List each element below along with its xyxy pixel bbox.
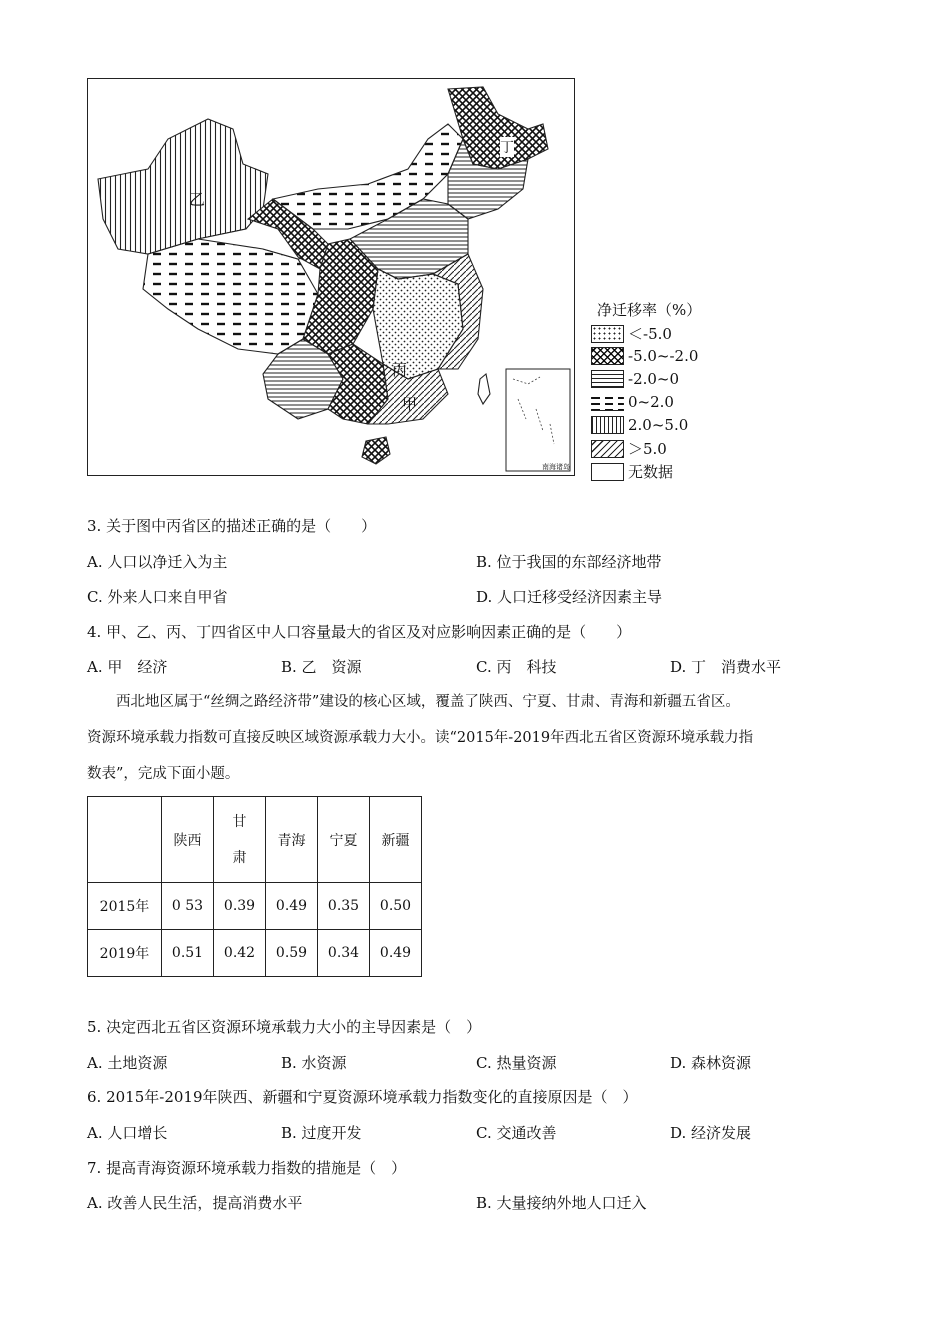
table-row [88, 883, 422, 930]
q6-option-a[interactable]: A. 人口增长 [87, 1124, 168, 1142]
table-cell: 0.39 [214, 883, 266, 930]
legend-item: 无数据 [591, 461, 673, 480]
table-header-gansu: 甘 肃 [214, 797, 266, 883]
legend-swatch-blank [591, 463, 624, 481]
legend-item: -5.0~-2.0 [591, 346, 698, 365]
legend-swatch-vertical [591, 416, 624, 434]
legend-swatch-diagonal [591, 440, 624, 458]
question-5-stem: 5. 决定西北五省区资源环境承载力大小的主导因素是（ ） [87, 1018, 482, 1036]
legend-item: 2.0~5.0 [591, 415, 688, 434]
q4-option-b[interactable]: B. 乙 资源 [281, 658, 362, 676]
legend-item: ＞5.0 [591, 438, 667, 457]
table-header-blank [88, 797, 162, 883]
q5-option-b[interactable]: B. 水资源 [281, 1054, 347, 1072]
label-jia: 甲 [402, 395, 418, 413]
carrying-capacity-table [87, 796, 422, 977]
table-header-row [88, 797, 422, 883]
passage-line-1: 西北地区属于“丝绸之路经济带”建设的核心区域，覆盖了陕西、宁夏、甘肃、青海和新疆五省区。 [116, 694, 740, 710]
table-cell: 0.59 [266, 930, 318, 977]
q4-option-c[interactable]: C. 丙 科技 [476, 658, 557, 676]
q6-option-d[interactable]: D. 经济发展 [670, 1124, 752, 1142]
q3-option-c[interactable]: C. 外来人口来自甲省 [87, 588, 228, 606]
table-cell: 0.49 [370, 930, 422, 977]
q4-option-a[interactable]: A. 甲 经济 [87, 658, 168, 676]
table-header-xinjiang: 新疆 [370, 797, 422, 883]
legend-swatch-horizontal [591, 370, 624, 388]
q6-option-b[interactable]: B. 过度开发 [281, 1124, 362, 1142]
question-3-stem: 3. 关于图中丙省区的描述正确的是（ ） [87, 517, 377, 535]
population-migration-map [87, 78, 575, 476]
legend-swatch-crosshatch [591, 347, 624, 365]
label-ding: 丁 [500, 137, 514, 157]
question-7-stem: 7. 提高青海资源环境承载力指数的措施是（ ） [87, 1159, 407, 1177]
q5-option-a[interactable]: A. 土地资源 [87, 1054, 168, 1072]
legend-swatch-dashes [591, 393, 624, 411]
q5-option-c[interactable]: C. 热量资源 [476, 1054, 557, 1072]
region-taiwan [478, 374, 490, 404]
q3-option-d[interactable]: D. 人口迁移受经济因素主导 [476, 588, 663, 606]
region-hainan [362, 437, 390, 464]
table-row-year: 2019年 [88, 930, 162, 977]
table-cell: 0 53 [162, 883, 214, 930]
legend-swatch-dots [591, 325, 624, 343]
table-header-shaanxi: 陕西 [162, 797, 214, 883]
inset-label: 南海诸岛 [542, 463, 570, 471]
table-cell: 0.50 [370, 883, 422, 930]
passage-line-3: 数表”，完成下面小题。 [87, 766, 240, 782]
passage-line-2: 资源环境承载力指数可直接反映区域资源承载力大小。读“2015年-2019年西北五省区资源环境承载力指 [87, 730, 754, 746]
q6-option-c[interactable]: C. 交通改善 [476, 1124, 557, 1142]
label-bing: 丙 [392, 361, 408, 379]
table-cell: 0.34 [318, 930, 370, 977]
legend-item: -2.0~0 [591, 369, 679, 388]
passage [87, 684, 867, 792]
legend-item: ＜-5.0 [591, 323, 672, 342]
q3-option-b[interactable]: B. 位于我国的东部经济地带 [476, 553, 662, 571]
table-row-year: 2015年 [88, 883, 162, 930]
table-header-ningxia: 宁夏 [318, 797, 370, 883]
question-4-stem: 4. 甲、乙、丙、丁四省区中人口容量最大的省区及对应影响因素正确的是（ ） [87, 623, 632, 641]
legend-title: 净迁移率（%） [597, 301, 702, 319]
table-cell: 0.35 [318, 883, 370, 930]
q4-option-d[interactable]: D. 丁 消费水平 [670, 658, 782, 676]
table-cell: 0.49 [266, 883, 318, 930]
table-cell: 0.51 [162, 930, 214, 977]
q7-option-a[interactable]: A. 改善人民生活，提高消费水平 [87, 1194, 303, 1212]
label-yi: 乙 [189, 190, 206, 209]
question-6-stem: 6. 2015年-2019年陕西、新疆和宁夏资源环境承载力指数变化的直接原因是（ ） [87, 1088, 638, 1106]
south-sea-inset [506, 369, 570, 471]
q5-option-d[interactable]: D. 森林资源 [670, 1054, 752, 1072]
q7-option-b[interactable]: B. 大量接纳外地人口迁入 [476, 1194, 647, 1212]
q3-option-a[interactable]: A. 人口以净迁入为主 [87, 553, 228, 571]
table-row [88, 930, 422, 977]
legend-item: 0~2.0 [591, 392, 674, 411]
table-cell: 0.42 [214, 930, 266, 977]
table-header-qinghai: 青海 [266, 797, 318, 883]
